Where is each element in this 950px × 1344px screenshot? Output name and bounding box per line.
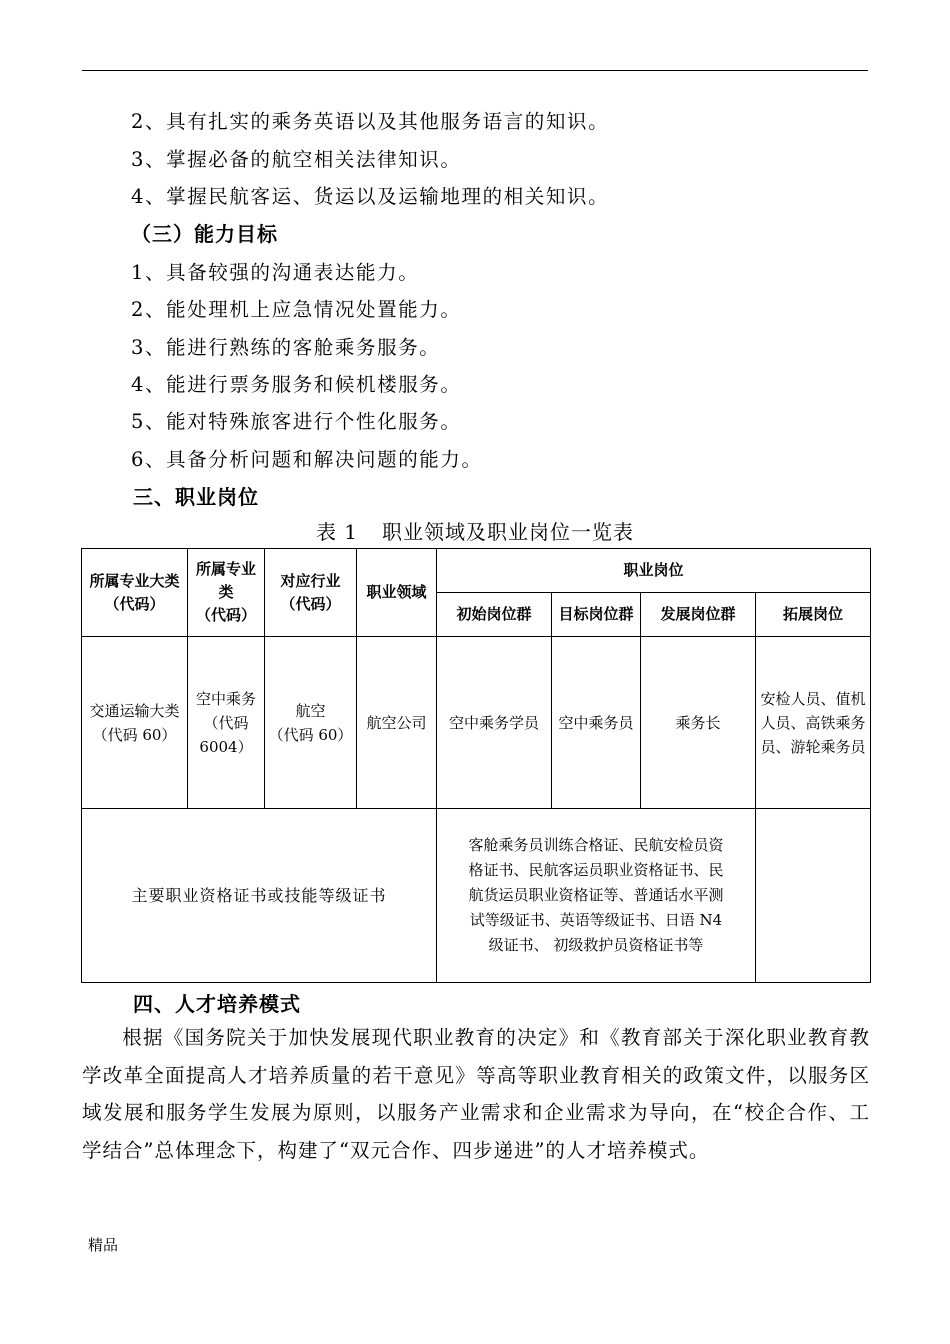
ability-item-4: 4、能进行票务服务和候机楼服务。 — [131, 373, 462, 396]
cell-target: 空中乘务员 — [552, 637, 641, 809]
header-major-category: 所属专业大类 （代码） — [82, 549, 188, 637]
table-row — [82, 637, 871, 809]
ability-item-3: 3、能进行熟练的客舱乘务服务。 — [131, 336, 441, 359]
header-development: 发展岗位群 — [641, 593, 756, 637]
certificates-empty-cell — [756, 809, 871, 983]
cell-extension: 安检人员、值机 人员、高铁乘务 员、游轮乘务员 — [756, 637, 871, 809]
ability-heading: （三）能力目标 — [131, 222, 278, 246]
ability-item-6: 6、具备分析问题和解决问题的能力。 — [131, 448, 483, 471]
knowledge-item-2: 2、具有扎实的乘务英语以及其他服务语言的知识。 — [131, 110, 610, 133]
section3-heading: 三、职业岗位 — [133, 485, 259, 509]
cell-field: 航空公司 — [357, 637, 437, 809]
header-industry: 对应行业 （代码） — [265, 549, 357, 637]
header-target: 目标岗位群 — [552, 593, 641, 637]
section4-heading: 四、人才培养模式 — [133, 992, 301, 1016]
knowledge-item-3: 3、掌握必备的航空相关法律知识。 — [131, 148, 462, 171]
table-row-certificates — [82, 809, 871, 983]
section4-paragraph: 根据《国务院关于加快发展现代职业教育的决定》和《教育部关于深化职业教育教学改革全面提高人才培养质量的若干意见》等高等职业教育相关的政策文件，以服务区域发展和服务学生发展为原则，以服务产业需求和企业需求为导向，在“校企合作、工学结合”总体理念下，构建了“双元合作、四步递进”的人才培养模式。 — [82, 1026, 870, 1162]
cell-major: 空中乘务 （代码 6004） — [188, 637, 265, 809]
cell-industry: 航空 （代码 60） — [265, 637, 357, 809]
header-initial: 初始岗位群 — [437, 593, 552, 637]
ability-item-2: 2、能处理机上应急情况处置能力。 — [131, 298, 462, 321]
header-major: 所属专业 类 （代码） — [188, 549, 265, 637]
cell-major-category: 交通运输大类 （代码 60） — [82, 637, 188, 809]
header-rule — [82, 70, 868, 71]
ability-item-5: 5、能对特殊旅客进行个性化服务。 — [131, 410, 462, 433]
header-field: 职业领域 — [357, 549, 437, 637]
table-caption-text: 职业领域及职业岗位一览表 — [382, 520, 635, 544]
certificates-label: 主要职业资格证书或技能等级证书 — [82, 809, 437, 983]
certificates-list: 客舱乘务员训练合格证、民航安检员资 格证书、民航客运员职业资格证书、民 航货运员职业资格证等、普通话水平测 试等级证书、英语等级证书、日语 N4 级证书、 初级救护员资格证书等 — [437, 809, 756, 983]
occupation-table — [81, 548, 871, 983]
footer-text: 精品 — [88, 1236, 119, 1254]
cell-development: 乘务长 — [641, 637, 756, 809]
header-positions: 职业岗位 — [437, 549, 871, 593]
cell-initial: 空中乘务学员 — [437, 637, 552, 809]
table-caption — [0, 516, 950, 545]
ability-item-1: 1、具备较强的沟通表达能力。 — [131, 261, 420, 284]
table-caption-number: 表 1 — [315, 520, 359, 544]
knowledge-item-4: 4、掌握民航客运、货运以及运输地理的相关知识。 — [131, 185, 610, 208]
header-extension: 拓展岗位 — [756, 593, 871, 637]
